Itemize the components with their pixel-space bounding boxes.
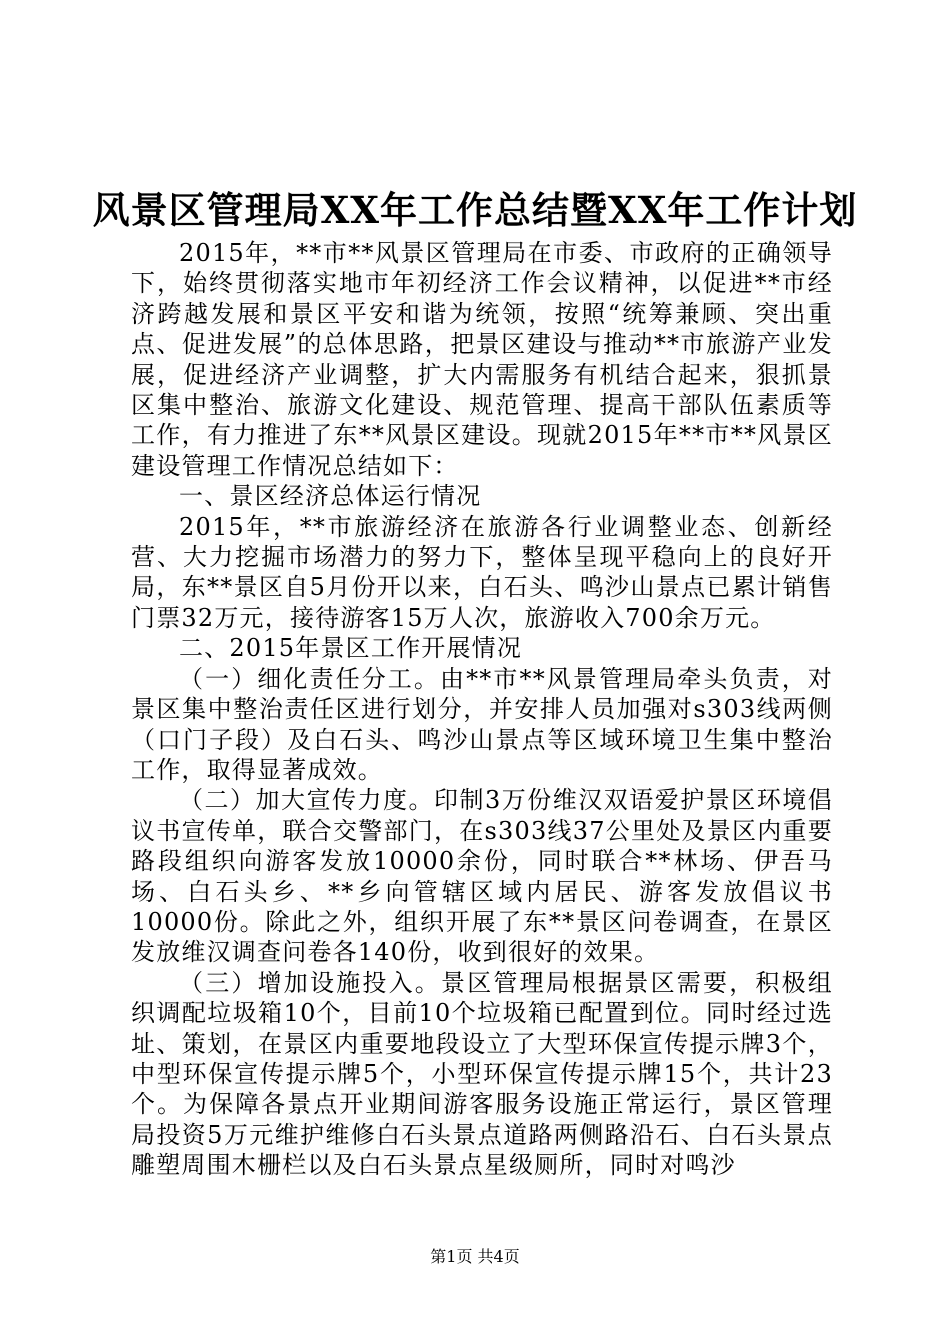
section-heading-1: 一、景区经济总体运行情况 — [179, 482, 482, 511]
paragraph-economy: 2015年，**市旅游经济在旅游各行业调整业态、创新经营、大力挖掘市场潜力的努力下，整体呈现平稳向上的良好开局，东**景区自5月份开以来，白石头、鸣沙山景点已累计销售门票32万元，接待游客15万人次，旅游收入700余万元。 — [131, 512, 833, 632]
paragraph-item-3: （三）增加设施投入。景区管理局根据景区需要，积极组织调配垃圾箱10个，目前10个垃圾箱已配置到位。同时经过选址、策划，在景区内重要地段设立了大型环保宣传提示牌3个，中型环保宣传提示牌5个，小型环保宣传提示牌15个，共计23个。为保障各景点开业期间游客服务设施正常运行，景区管理局投资5万元维护维修白石头景点道路两侧路沿石、白石头景点雕塑周围木栅栏以及白石头景点星级厕所，同时对鸣沙 — [131, 968, 833, 1180]
section-heading-2: 二、2015年景区工作开展情况 — [179, 634, 523, 663]
paragraph-item-2: （二）加大宣传力度。印制3万份维汉双语爱护景区环境倡议书宣传单，联合交警部门，在s303线37公里处及景区内重要路段组织向游客发放10000余份，同时联合**林场、伊吾马场、白石头乡、**乡向管辖区域内居民、游客发放倡议书10000份。除此之外，组织开展了东**景区问卷调查，在景区发放维汉调查问卷各140份，收到很好的效果。 — [131, 786, 833, 967]
document-body — [131, 238, 833, 1181]
paragraph-intro: 2015年，**市**风景区管理局在市委、市政府的正确领导下，始终贯彻落实地市年初经济工作会议精神，以促进**市经济跨越发展和景区平安和谐为统领，按照“统筹兼顾、突出重点、促进发展”的总体思路，把景区建设与推动**市旅游产业发展，促进经济产业调整，扩大内需服务有机结合起来，狠抓景区集中整治、旅游文化建设、规范管理、提高干部队伍素质等工作，有力推进了东**风景区建设。现就2015年**市**风景区建设管理工作情况总结如下： — [131, 239, 833, 480]
page-footer: 第1页 共4页 — [430, 1247, 520, 1266]
document-title: 风景区管理局XX年工作总结暨XX年工作计划 — [92, 188, 858, 232]
paragraph-item-1: （一）细化责任分工。由**市**风景管理局牵头负责，对景区集中整治责任区进行划分，并安排人员加强对s303线两侧（口门子段）及白石头、鸣沙山景点等区域环境卫生集中整治工作，取得显著成效。 — [131, 664, 833, 784]
